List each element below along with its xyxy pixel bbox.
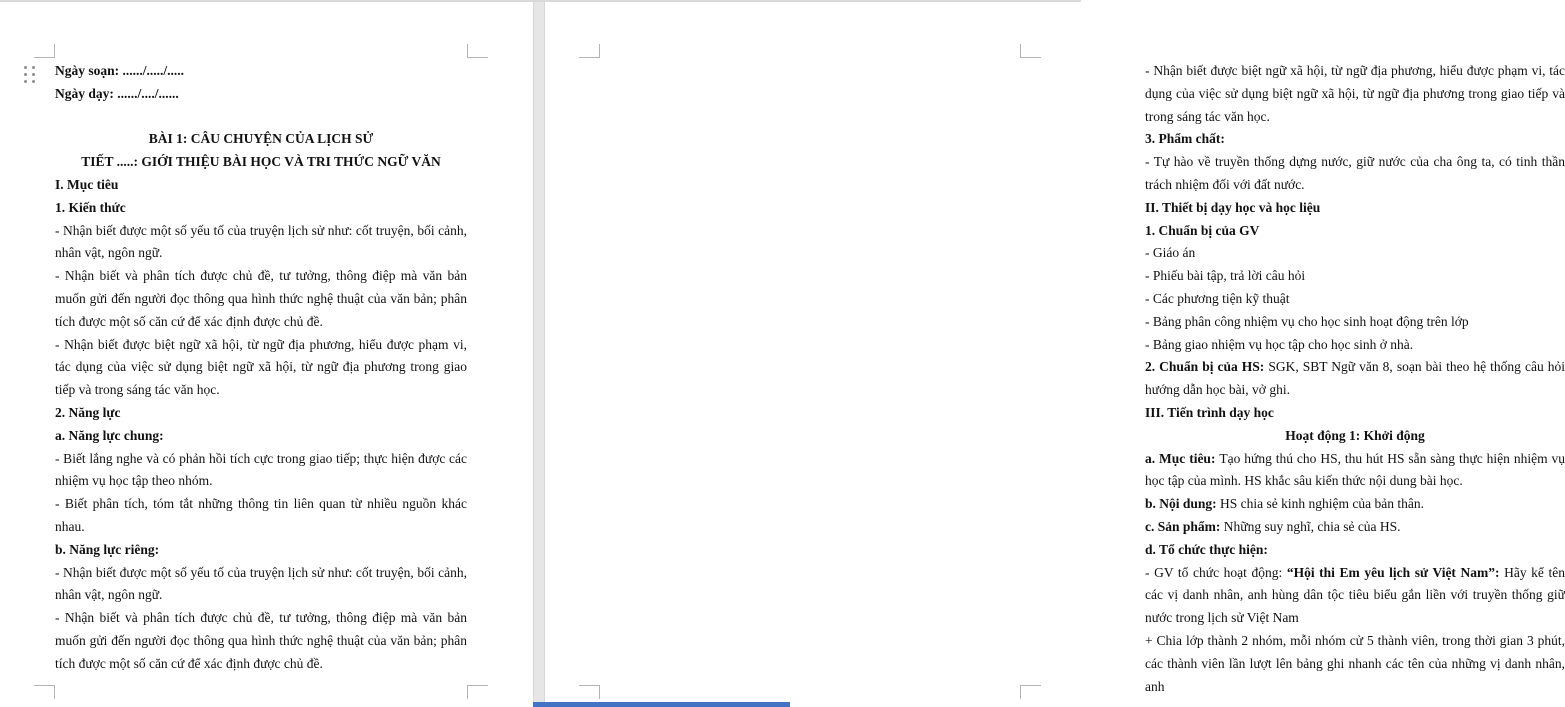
list-item[interactable] bbox=[1145, 265, 1565, 288]
text-run: - Các phương tiện kỹ thuật bbox=[1145, 290, 1290, 306]
heading-thiet-bi[interactable] bbox=[1145, 197, 1565, 220]
page-1-text-area[interactable] bbox=[55, 60, 467, 676]
body-paragraph[interactable] bbox=[55, 493, 467, 539]
lesson-title[interactable] bbox=[55, 128, 467, 151]
heading-muc-tieu[interactable] bbox=[55, 174, 467, 197]
body-paragraph[interactable] bbox=[1145, 630, 1565, 698]
ngay-day-line[interactable] bbox=[55, 83, 467, 106]
body-paragraph[interactable] bbox=[1145, 516, 1565, 539]
text-run: - Nhận biết được biệt ngữ xã hội, từ ngữ địa phương, hiểu được phạm vi, tác dụng của việc sử dụng biệt ngữ xã hội, từ ngữ địa phương trong giao tiếp và trong sáng tác văn học. bbox=[55, 336, 467, 398]
heading-hoat-dong-1[interactable] bbox=[1145, 425, 1565, 448]
bold-text-run: “Hội thi Em yêu lịch sử Việt Nam”: bbox=[1286, 564, 1505, 580]
body-paragraph[interactable] bbox=[55, 334, 467, 402]
lesson-subtitle[interactable] bbox=[55, 151, 467, 174]
crop-mark-top-left-page1 bbox=[34, 44, 55, 58]
text-run: Những suy nghĩ, chia sẻ của HS. bbox=[1223, 518, 1401, 534]
page-2-text-area[interactable] bbox=[1145, 60, 1565, 698]
body-paragraph[interactable] bbox=[55, 220, 467, 266]
list-item[interactable] bbox=[1145, 334, 1565, 357]
heading-nang-luc-chung[interactable] bbox=[55, 425, 467, 448]
list-item[interactable] bbox=[1145, 242, 1565, 265]
body-paragraph[interactable] bbox=[55, 265, 467, 333]
body-paragraph[interactable] bbox=[1145, 356, 1565, 402]
body-paragraph[interactable] bbox=[55, 448, 467, 494]
text-run: - Tự hào về truyền thống dựng nước, giữ nước của cha ông ta, có tinh thần trách nhiệm đối với đất nước. bbox=[1145, 154, 1565, 192]
crop-mark-bottom-right-page1 bbox=[467, 685, 488, 699]
bold-text-run: a. Mục tiêu: bbox=[1145, 450, 1220, 466]
body-paragraph[interactable] bbox=[1145, 448, 1565, 494]
body-paragraph[interactable] bbox=[55, 607, 467, 675]
text-run: - Nhận biết được biệt ngữ xã hội, từ ngữ địa phương, hiểu được phạm vi, tác dụng của việc sử dụng biệt ngữ xã hội, từ ngữ địa phương trong giao tiếp và trong sáng tác văn học. bbox=[1145, 63, 1565, 124]
bold-text-run: III. Tiến trình dạy học bbox=[1145, 404, 1274, 420]
text-run: - Phiếu bài tập, trả lời câu hỏi bbox=[1145, 268, 1306, 284]
body-paragraph[interactable] bbox=[1145, 562, 1565, 630]
bold-text-run: 1. Chuẩn bị của GV bbox=[1145, 222, 1260, 238]
text-run: HS chia sẻ kinh nghiệm của bản thân. bbox=[1220, 496, 1424, 512]
text-run: - Nhận biết và phân tích được chủ đề, tư tưởng, thông điệp mà văn bản muốn gửi đến người đọc thông qua hình thức nghệ thuật của văn bản; phân tích được một số căn cứ để xác định được chủ đề. bbox=[55, 268, 467, 329]
text-run: - Bảng phân công nhiệm vụ cho học sinh hoạt động trên lớp bbox=[1145, 313, 1469, 329]
crop-mark-bottom-right-page2 bbox=[1020, 685, 1041, 699]
top-edge-strip bbox=[0, 0, 1081, 2]
heading-nang-luc[interactable] bbox=[55, 402, 467, 425]
heading-pham-chat[interactable] bbox=[1145, 128, 1565, 151]
bold-text-run: II. Thiết bị dạy học và học liệu bbox=[1145, 199, 1321, 215]
text-run: - Nhận biết được một số yếu tố của truyện lịch sử như: cốt truyện, bối cảnh, nhân vật, ngôn ngữ. bbox=[55, 564, 467, 603]
bold-text-run: Ngày soạn: ....../...../..... bbox=[55, 63, 185, 78]
body-paragraph[interactable] bbox=[1145, 493, 1565, 516]
ngay-soan-line[interactable] bbox=[55, 60, 467, 83]
crop-mark-top-right-page1 bbox=[467, 44, 488, 58]
heading-tien-trinh[interactable] bbox=[1145, 402, 1565, 425]
bold-text-run: b. Nội dung: bbox=[1145, 496, 1221, 512]
bottom-blue-bar bbox=[533, 702, 790, 707]
page-2[interactable] bbox=[545, 0, 1565, 707]
text-run: Tạo hứng thú cho HS, thu hút HS sẵn sàng thực hiện nhiệm vụ học tập của mình. HS khắc sâu kiến thức nội dung bài học. bbox=[1145, 450, 1565, 489]
list-item[interactable] bbox=[1145, 311, 1565, 334]
crop-mark-top-right-page2 bbox=[1020, 44, 1041, 58]
text-run: - Nhận biết và phân tích được chủ đề, tư tưởng, thông điệp mà văn bản muốn gửi đến người đọc thông qua hình thức nghệ thuật của văn bản; phân tích được một số căn cứ để xác định được chủ đề. bbox=[55, 610, 467, 671]
text-run: Hãy kể tên các vị danh nhân, anh hùng dân tộc tiêu biểu gắn liền với truyền thống giữ nước trong lịch sử Việt Nam bbox=[1145, 564, 1565, 626]
text-run: - Biết phân tích, tóm tắt những thông tin liên quan từ nhiều nguồn khác nhau. bbox=[55, 496, 467, 534]
bold-text-run: d. Tổ chức thực hiện: bbox=[1145, 541, 1268, 557]
bold-text-run: I. Mục tiêu bbox=[55, 176, 119, 192]
bold-text-run: Ngày dạy: ....../..../...... bbox=[55, 85, 179, 101]
body-paragraph[interactable] bbox=[1145, 60, 1565, 128]
crop-mark-bottom-left-page1 bbox=[34, 685, 55, 699]
text-run: SGK, SBT Ngữ văn 8, soạn bài theo hệ thống câu hỏi hướng dẫn học bài, vở ghi. bbox=[1145, 359, 1565, 398]
heading-nang-luc-rieng[interactable] bbox=[55, 539, 467, 562]
page-1[interactable] bbox=[0, 0, 533, 707]
crop-mark-top-left-page2 bbox=[579, 44, 600, 58]
heading-kien-thuc[interactable] bbox=[55, 197, 467, 220]
bold-text-run: 3. Phẩm chất: bbox=[1145, 131, 1225, 147]
text-run: - Nhận biết được một số yếu tố của truyện lịch sử như: cốt truyện, bối cảnh, nhân vật, ngôn ngữ. bbox=[55, 222, 467, 261]
blank-line[interactable] bbox=[55, 106, 467, 129]
bold-text-run: c. Sản phẩm: bbox=[1145, 518, 1224, 534]
text-run: - Biết lắng nghe và có phản hồi tích cực trong giao tiếp; thực hiện được các nhiệm vụ học tập theo nhóm. bbox=[55, 450, 467, 489]
crop-mark-bottom-left-page2 bbox=[579, 685, 600, 699]
text-run: - GV tổ chức hoạt động: bbox=[1145, 564, 1287, 580]
body-paragraph[interactable] bbox=[1145, 151, 1565, 197]
bold-text-run: 2. Năng lực bbox=[55, 404, 121, 420]
bold-text-run: 1. Kiến thức bbox=[55, 199, 126, 215]
heading-to-chuc[interactable] bbox=[1145, 539, 1565, 562]
bold-text-run: TIẾT .....: GIỚI THIỆU BÀI HỌC VÀ TRI THỨC NGỮ VĂN bbox=[81, 154, 441, 170]
page-gap bbox=[533, 0, 545, 707]
text-run: + Chia lớp thành 2 nhóm, mỗi nhóm cử 5 thành viên, trong thời gian 3 phút, các thành viên lần lượt lên bảng ghi nhanh các tên của những vị danh nhân, anh bbox=[1145, 632, 1565, 694]
list-item[interactable] bbox=[1145, 288, 1565, 311]
text-run: - Bảng giao nhiệm vụ học tập cho học sinh ở nhà. bbox=[1145, 336, 1414, 352]
bold-text-run: 2. Chuẩn bị của HS: bbox=[1145, 359, 1269, 375]
heading-chuan-bi-gv[interactable] bbox=[1145, 220, 1565, 243]
bold-text-run: b. Năng lực riêng: bbox=[55, 541, 160, 557]
bold-text-run: BÀI 1: CÂU CHUYỆN CỦA LỊCH SỬ bbox=[148, 131, 374, 147]
bold-text-run: a. Năng lực chung: bbox=[55, 427, 164, 443]
drag-handle-icon[interactable] bbox=[24, 66, 37, 85]
bold-text-run: Hoạt động 1: Khởi động bbox=[1285, 427, 1425, 443]
text-run: - Giáo án bbox=[1145, 245, 1196, 261]
body-paragraph[interactable] bbox=[55, 562, 467, 608]
